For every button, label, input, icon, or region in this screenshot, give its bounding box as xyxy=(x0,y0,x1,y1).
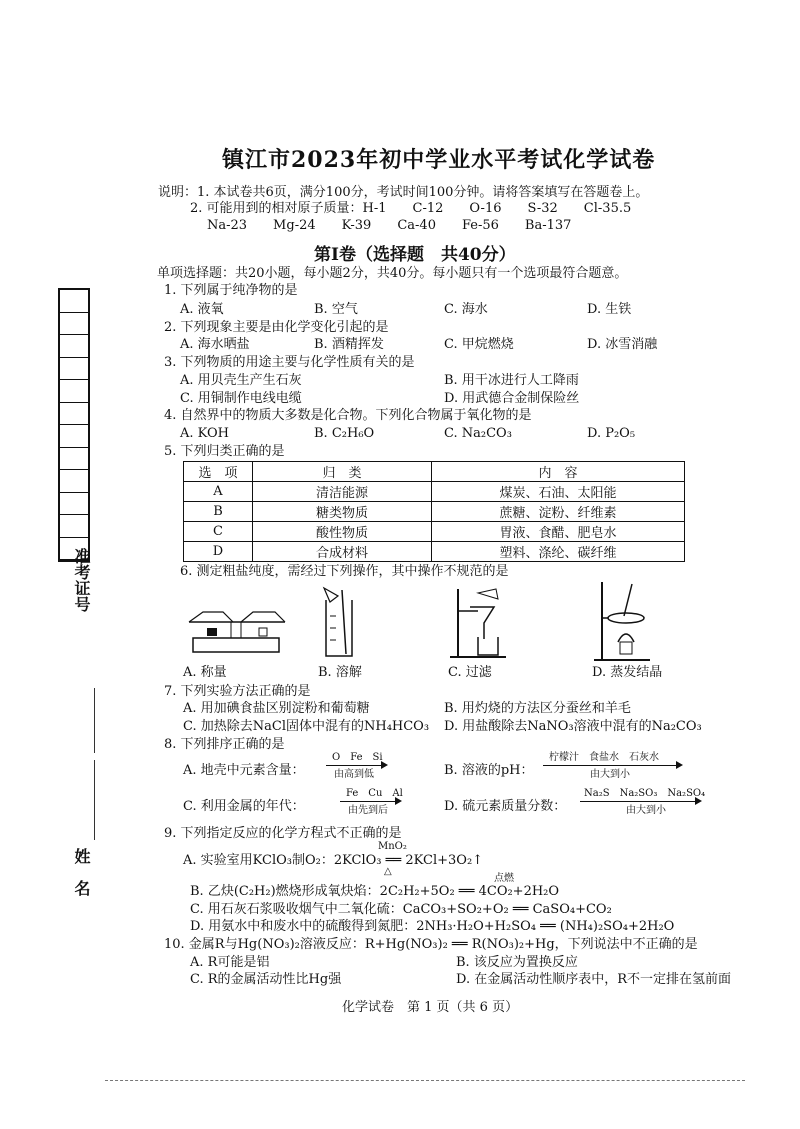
q9-option-b: B. 乙炔(C₂H₂)燃烧形成氧炔焰：2C₂H₂+5O₂ ══ 4CO₂+2H₂O xyxy=(190,884,560,899)
q1-option-d: D. 生铁 xyxy=(587,302,632,317)
name-label: 姓 名 xyxy=(72,848,91,896)
note-3: Na-23 Mg-24 K-39 Ca-40 Fe-56 Ba-137 xyxy=(207,218,572,233)
q7-option-c: C. 加热除去NaCl固体中混有的NH₄HCO₃ xyxy=(183,719,430,734)
table-cell: 蔗糖、淀粉、纤维素 xyxy=(432,502,685,522)
q6-stem: 6. 测定粗盐纯度，需经过下列操作，其中操作不规范的是 xyxy=(180,564,509,579)
q8-b-order: 柠檬汁 食盐水 石灰水 xyxy=(549,752,659,763)
q6-option-b: B. 溶解 xyxy=(318,665,362,680)
table-cell: 塑料、涤纶、碳纤维 xyxy=(432,542,685,562)
q7-option-b: B. 用灼烧的方法区分蚕丝和羊毛 xyxy=(444,701,631,716)
table-cell: A xyxy=(184,482,253,502)
bottom-cut-line xyxy=(105,1080,745,1081)
exam-number-label: 准考证号 xyxy=(72,548,91,612)
q2-option-b: B. 酒精挥发 xyxy=(314,337,384,352)
q2-option-a: A. 海水晒盐 xyxy=(180,337,250,352)
table-cell: 糖类物质 xyxy=(253,502,432,522)
page-title: 镇江市2023年初中学业水平考试化学试卷 xyxy=(222,147,656,173)
q9-option-a: A. 实验室用KClO₃制O₂：2KClO₃ ══ 2KCl+3O₂↑ xyxy=(183,853,484,868)
q9-option-d: D. 用氨水中和废水中的硫酸得到氮肥：2NH₃·H₂O+H₂SO₄ ══ (NH₄)₂SO₄+2H₂O xyxy=(190,919,675,934)
q7-option-d: D. 用盐酸除去NaNO₃溶液中混有的Na₂CO₃ xyxy=(444,719,702,734)
q4-option-d: D. P₂O₅ xyxy=(587,426,636,441)
table-row xyxy=(184,482,685,502)
q9-a-catalyst: MnO₂ xyxy=(378,841,407,852)
balance-illustration xyxy=(183,600,293,660)
q4-option-b: B. C₂H₆O xyxy=(314,426,375,441)
q8-a-arrow xyxy=(326,765,386,766)
q1-option-a: A. 液氧 xyxy=(180,302,224,317)
q8-c-order: Fe Cu Al xyxy=(346,788,403,799)
q5-header-option: 选 项 xyxy=(184,462,253,482)
q9-option-c: C. 用石灰石浆吸收烟气中二氧化硫：CaCO₃+SO₂+O₂ ══ CaSO₄+CO₂ xyxy=(190,902,612,917)
table-cell: B xyxy=(184,502,253,522)
q1-option-c: C. 海水 xyxy=(444,302,488,317)
beaker-illustration xyxy=(318,586,363,660)
page-footer: 化学试卷 第 1 页（共 6 页） xyxy=(342,1000,519,1015)
q4-stem: 4. 自然界中的物质大多数是化合物。下列化合物属于氧化物的是 xyxy=(164,408,532,423)
exam-number-boxes xyxy=(58,288,90,562)
q6-option-a: A. 称量 xyxy=(183,665,227,680)
q8-d-order: Na₂S Na₂SO₃ Na₂SO₄ xyxy=(584,788,706,799)
q2-option-d: D. 冰雪消融 xyxy=(587,337,658,352)
table-cell: 酸性物质 xyxy=(253,522,432,542)
name-line xyxy=(94,760,95,840)
table-cell: 胃液、食醋、肥皂水 xyxy=(432,522,685,542)
q3-option-c: C. 用铜制作电线电缆 xyxy=(180,391,302,406)
q8-d-direction: 由大到小 xyxy=(626,805,666,816)
q5-stem: 5. 下列归类正确的是 xyxy=(164,444,285,459)
table-cell: C xyxy=(184,522,253,542)
q8-option-b: B. 溶液的pH： xyxy=(444,763,534,778)
q10-option-c: C. R的金属活动性比Hg强 xyxy=(190,972,342,987)
q9-b-condition: 点燃 xyxy=(494,873,514,884)
q3-option-b: B. 用干冰进行人工降雨 xyxy=(444,373,579,388)
part-title: 第Ⅰ卷（选择题 共40分） xyxy=(314,245,516,265)
table-row xyxy=(184,522,685,542)
table-cell: 煤炭、石油、太阳能 xyxy=(432,482,685,502)
q7-option-a: A. 用加碘食盐区别淀粉和葡萄糖 xyxy=(183,701,370,716)
table-row xyxy=(184,542,685,562)
q10-stem: 10. 金属R与Hg(NO₃)₂溶液反应：R+Hg(NO₃)₂ ══ R(NO₃)₂+Hg，下列说法中不正确的是 xyxy=(164,937,698,952)
q8-stem: 8. 下列排序正确的是 xyxy=(164,737,285,752)
q2-stem: 2. 下列现象主要是由化学变化引起的是 xyxy=(164,320,389,335)
q5-table xyxy=(183,461,685,562)
q9-a-heat: △ xyxy=(384,866,392,877)
q8-c-arrow xyxy=(340,801,400,802)
table-cell: 合成材料 xyxy=(253,542,432,562)
q4-option-c: C. Na₂CO₃ xyxy=(444,426,512,441)
q8-a-direction: 由高到低 xyxy=(334,769,374,780)
q10-option-b: B. 该反应为置换反应 xyxy=(456,955,578,970)
q1-option-b: B. 空气 xyxy=(314,302,358,317)
table-row xyxy=(184,502,685,522)
q8-b-arrow xyxy=(543,765,681,766)
table-cell: 清洁能源 xyxy=(253,482,432,502)
q5-header-content: 内 容 xyxy=(432,462,685,482)
q7-stem: 7. 下列实验方法正确的是 xyxy=(164,684,311,699)
q8-b-direction: 由大到小 xyxy=(590,769,630,780)
q3-option-d: D. 用武德合金制保险丝 xyxy=(444,391,580,406)
q8-option-d: D. 硫元素质量分数： xyxy=(444,799,567,814)
table-cell: D xyxy=(184,542,253,562)
q2-option-c: C. 甲烷燃烧 xyxy=(444,337,514,352)
q9-stem: 9. 下列指定反应的化学方程式不正确的是 xyxy=(164,826,402,841)
note-1: 说明：1. 本试卷共6页，满分100分，考试时间100分钟。请将答案填写在答题卷上。 xyxy=(158,185,649,200)
q10-option-d: D. 在金属活动性顺序表中，R不一定排在氢前面 xyxy=(456,972,732,987)
q10-option-a: A. R可能是铝 xyxy=(190,955,270,970)
q8-option-a: A. 地壳中元素含量： xyxy=(183,763,305,778)
exam-number-line xyxy=(94,688,95,753)
q3-option-a: A. 用贝壳生产生石灰 xyxy=(180,373,302,388)
q8-a-order: O Fe Si xyxy=(332,752,383,763)
q8-option-c: C. 利用金属的年代： xyxy=(183,799,305,814)
instructions: 单项选择题：共20小题，每小题2分，共40分。每小题只有一个选项最符合题意。 xyxy=(157,266,628,281)
q8-c-direction: 由先到后 xyxy=(348,805,388,816)
q1-stem: 1. 下列属于纯净物的是 xyxy=(164,283,298,298)
evaporation-illustration xyxy=(592,580,652,662)
note-2: 2. 可能用到的相对原子质量：H-1 C-12 O-16 S-32 Cl-35.5 xyxy=(190,201,632,216)
q6-option-d: D. 蒸发结晶 xyxy=(592,665,663,680)
q8-d-arrow xyxy=(580,801,700,802)
filtration-illustration xyxy=(448,585,508,660)
q3-stem: 3. 下列物质的用途主要与化学性质有关的是 xyxy=(164,355,415,370)
q5-header-category: 归 类 xyxy=(253,462,432,482)
q6-option-c: C. 过滤 xyxy=(448,665,492,680)
q4-option-a: A. KOH xyxy=(180,426,230,441)
